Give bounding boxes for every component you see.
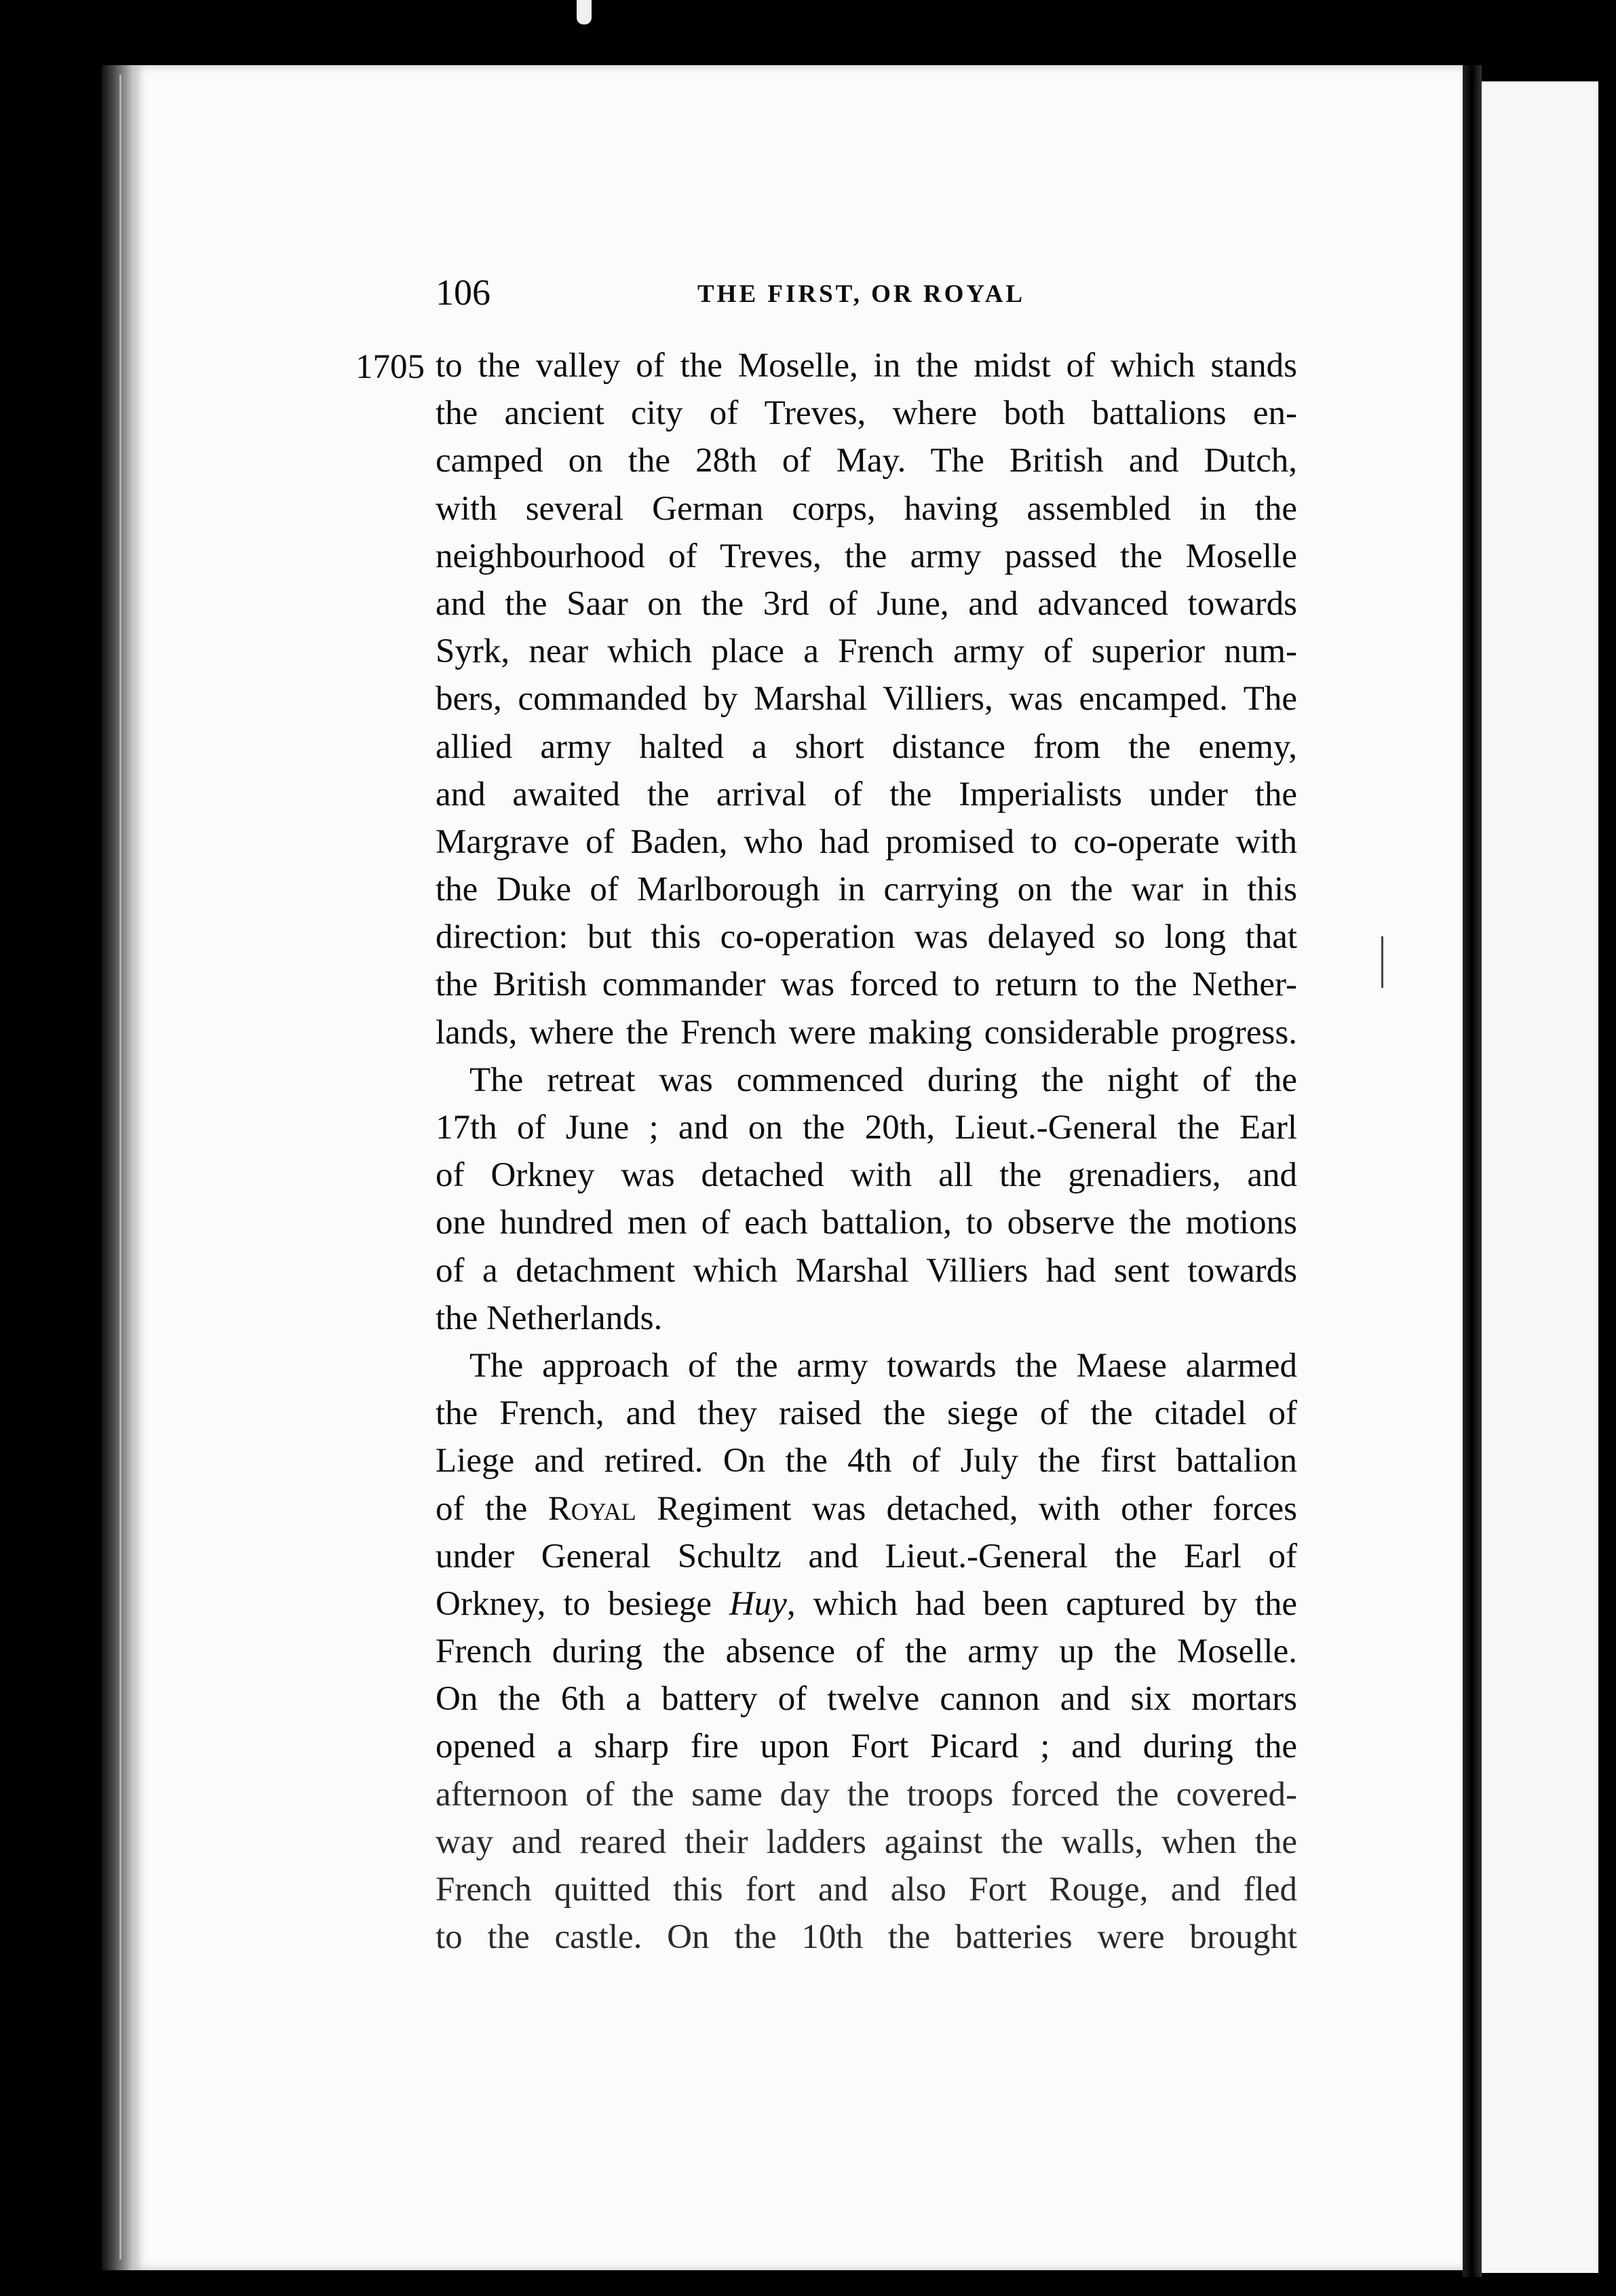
text-line: and awaited the arrival of the Imperialists under the bbox=[436, 775, 1297, 814]
text-fragment: of the bbox=[436, 1489, 548, 1528]
text-line: the British commander was forced to return to the Nether- bbox=[436, 965, 1297, 1004]
book-binding-edge bbox=[102, 65, 133, 2270]
text-line: one hundred men of each battalion, to observe the motions bbox=[436, 1204, 1297, 1242]
paragraph-first-line: The retreat was commenced during the night of the bbox=[469, 1060, 1297, 1099]
text-line-royal bbox=[436, 1485, 1297, 1533]
text-line: allied army halted a short distance from the enemy, bbox=[436, 727, 1297, 766]
text-line: to the valley of the Moselle, in the midst of which stands bbox=[436, 347, 1297, 385]
text-line: of a detachment which Marshal Villiers had sent towards bbox=[436, 1251, 1297, 1290]
italic-word: Huy bbox=[729, 1584, 787, 1623]
text-line: the Duke of Marlborough in carrying on the war in this bbox=[436, 870, 1297, 909]
margin-mark bbox=[1381, 936, 1383, 988]
text-line: of Orkney was detached with all the grenadiers, and bbox=[436, 1156, 1297, 1195]
facing-page-edge bbox=[1482, 81, 1598, 2273]
text-line: the French, and they raised the siege of the citadel of bbox=[436, 1394, 1297, 1433]
text-line: Syrk, near which place a French army of superior num- bbox=[436, 632, 1297, 671]
body-text bbox=[436, 342, 1297, 1961]
text-line: under General Schultz and Lieut.-General the Earl of bbox=[436, 1537, 1297, 1575]
text-line: Liege and retired. On the 4th of July the first battalion bbox=[436, 1442, 1297, 1480]
text-line: neighbourhood of Treves, the army passed the Moselle bbox=[436, 537, 1297, 575]
text-line: and the Saar on the 3rd of June, and advanced towards bbox=[436, 584, 1297, 623]
text-fragment: Orkney, to besiege bbox=[436, 1584, 729, 1623]
running-head bbox=[436, 269, 1297, 316]
page-number: 106 bbox=[436, 272, 490, 313]
paragraph-first-line: The approach of the army towards the Maese alarmed bbox=[469, 1346, 1297, 1385]
text-line: the ancient city of Treves, where both battalions en- bbox=[436, 394, 1297, 433]
text-line: 17th of June ; and on the 20th, Lieut.-General the Earl bbox=[436, 1109, 1297, 1147]
scan-artifact-top bbox=[577, 0, 592, 24]
text-line: to the castle. On the 10th the batteries were brought bbox=[436, 1918, 1297, 1957]
text-line: lands, where the French were making considerable progress. bbox=[436, 1013, 1297, 1052]
text-line: way and reared their ladders against the walls, when the bbox=[436, 1822, 1297, 1861]
text-fragment: , which had been captured by the bbox=[786, 1584, 1297, 1623]
text-line: French during the absence of the army up the Moselle. bbox=[436, 1632, 1297, 1671]
text-line: bers, commanded by Marshal Villiers, was encamped. The bbox=[436, 680, 1297, 719]
paragraph-last-line: the Netherlands. bbox=[436, 1299, 663, 1337]
text-line: camped on the 28th of May. The British and Dutch, bbox=[436, 442, 1297, 480]
text-line: direction: but this co-operation was delayed so long that bbox=[436, 918, 1297, 957]
text-line: with several German corps, having assembled in the bbox=[436, 489, 1297, 528]
gutter-shadow bbox=[1463, 65, 1482, 2277]
text-line: Margrave of Baden, who had promised to co-operate with bbox=[436, 822, 1297, 861]
text-line: French quitted this fort and also Fort Rouge, and fled bbox=[436, 1871, 1297, 1909]
marginal-year: 1705 bbox=[355, 348, 425, 386]
text-fragment: Regiment was detached, with other forces bbox=[636, 1489, 1297, 1528]
small-caps-word: Royal bbox=[547, 1489, 636, 1528]
text-line-huy bbox=[436, 1580, 1297, 1628]
running-title: THE FIRST, OR ROYAL bbox=[697, 280, 1026, 308]
text-line: On the 6th a battery of twelve cannon and six mortars bbox=[436, 1680, 1297, 1719]
text-line: opened a sharp fire upon Fort Picard ; and during the bbox=[436, 1727, 1297, 1766]
text-line: afternoon of the same day the troops forced the covered- bbox=[436, 1775, 1297, 1814]
binding-crease bbox=[119, 75, 121, 2259]
